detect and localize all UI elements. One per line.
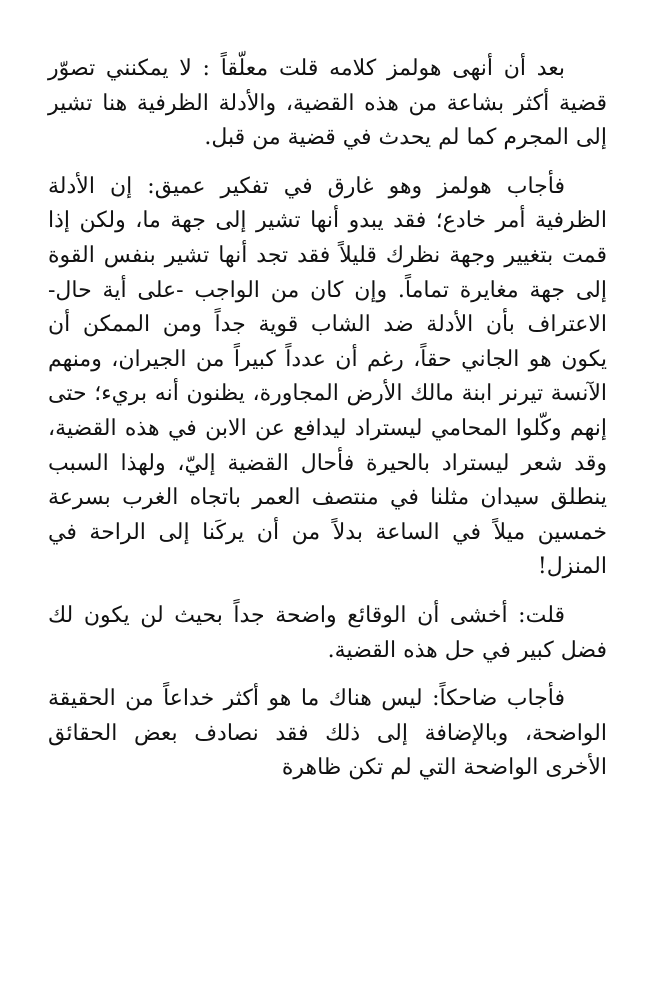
paragraph-3: قلت: أخشى أن الوقائع واضحة جداً بحيث لن يكون لك فضل كبير في حل هذه القضية. [48, 602, 607, 663]
paragraph-2: فأجاب هولمز وهو غارق في تفكير عميق: إن الأدلة الظرفية أمر خادع؛ فقد يبدو أنها تشير إلى جهة ما، ولكن إذا قمت بتغيير وجهة نظرك قليلاً فقد تجد أنها تشير بنفس القوة إلى جهة مغايرة تماماً. وإن كان من الواجب -على أية حال- الاعتراف بأن الأدلة ضد الشاب قوية جداً ومن الممكن أن يكون هو الجاني حقاً، رغم أن عدداً كبيراً من الجيران، ومنهم الآنسة تيرنر ابنة مالك الأرض المجاورة، يظنون أنه بريء؛ حتى إنهم وكّلوا المحامي ليستراد ليدافع عن الابن في هذه القضية، وقد شعر ليستراد بالحيرة فأحال القضية إليّ، ولهذا السبب ينطلق سيدان مثلنا في منتصف العمر باتجاه الغرب بسرعة خمسين ميلاً في الساعة بدلاً من أن يركَنا إلى الراحة في المنزل! [48, 173, 607, 580]
paragraph-1: بعد أن أنهى هولمز كلامه قلت معلّقاً : لا يمكنني تصوّر قضية أكثر بشاعة من هذه القضية، والأدلة الظرفية هنا تشير إلى المجرم كما لم يحدث في قضية من قبل. [48, 56, 607, 151]
paragraph-4: فأجاب ضاحكاً: ليس هناك ما هو أكثر خداعاً من الحقيقة الواضحة، وبالإضافة إلى ذلك فقد نصادف بعض الحقائق الأخرى الواضحة التي لم تكن ظاهرة [48, 686, 607, 781]
